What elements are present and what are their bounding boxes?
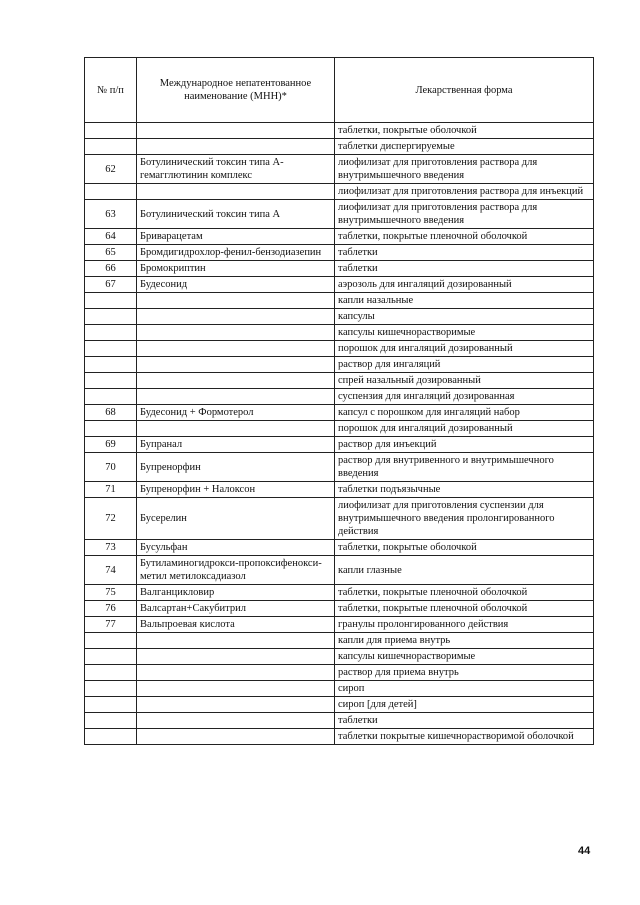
table-row bbox=[85, 229, 594, 245]
row-inn-cell bbox=[137, 341, 335, 357]
row-inn-cell bbox=[137, 293, 335, 309]
row-number-cell: 76 bbox=[85, 601, 137, 617]
row-inn-cell bbox=[137, 184, 335, 200]
row-number-cell: 66 bbox=[85, 261, 137, 277]
row-dosage-form-cell: таблетки bbox=[335, 245, 594, 261]
table-header-row bbox=[85, 58, 594, 123]
table-row bbox=[85, 309, 594, 325]
row-inn-cell bbox=[137, 633, 335, 649]
row-number-cell bbox=[85, 389, 137, 405]
row-number-cell bbox=[85, 633, 137, 649]
row-dosage-form-cell: таблетки, покрытые пленочной оболочкой bbox=[335, 601, 594, 617]
table-row bbox=[85, 729, 594, 745]
table-row bbox=[85, 325, 594, 341]
row-number-cell bbox=[85, 421, 137, 437]
row-dosage-form-cell: капсулы кишечнорастворимые bbox=[335, 325, 594, 341]
row-number-cell bbox=[85, 139, 137, 155]
row-dosage-form-cell: таблетки, покрытые пленочной оболочкой bbox=[335, 585, 594, 601]
row-dosage-form-cell: капли для приема внутрь bbox=[335, 633, 594, 649]
row-inn-cell: Бутиламиногидрокси-пропоксифенокси-метил метилоксадиазол bbox=[137, 556, 335, 585]
table-row bbox=[85, 139, 594, 155]
row-dosage-form-cell: капсул с порошком для ингаляций набор bbox=[335, 405, 594, 421]
row-inn-cell: Будесонид bbox=[137, 277, 335, 293]
row-number-cell bbox=[85, 665, 137, 681]
row-dosage-form-cell: таблетки диспергируемые bbox=[335, 139, 594, 155]
table-row bbox=[85, 293, 594, 309]
row-dosage-form-cell: капли глазные bbox=[335, 556, 594, 585]
header-inn: Международное непатентованное наименование (МНН)* bbox=[137, 58, 335, 123]
table-row bbox=[85, 649, 594, 665]
row-dosage-form-cell: спрей назальный дозированный bbox=[335, 373, 594, 389]
table-row bbox=[85, 482, 594, 498]
row-dosage-form-cell: сироп bbox=[335, 681, 594, 697]
medicines-table bbox=[84, 57, 594, 745]
row-inn-cell bbox=[137, 649, 335, 665]
table-row bbox=[85, 373, 594, 389]
row-inn-cell: Бромдигидрохлор-фенил-бензодиазепин bbox=[137, 245, 335, 261]
table-row bbox=[85, 601, 594, 617]
table-row bbox=[85, 437, 594, 453]
row-inn-cell: Ботулинический токсин типа А-гемагглютинин комплекс bbox=[137, 155, 335, 184]
row-inn-cell bbox=[137, 665, 335, 681]
row-dosage-form-cell: капли назальные bbox=[335, 293, 594, 309]
table-row bbox=[85, 200, 594, 229]
row-number-cell: 72 bbox=[85, 498, 137, 540]
header-dosage-form: Лекарственная форма bbox=[335, 58, 594, 123]
row-inn-cell: Бусерелин bbox=[137, 498, 335, 540]
table-row bbox=[85, 556, 594, 585]
row-number-cell bbox=[85, 729, 137, 745]
table-body bbox=[85, 123, 594, 745]
table-row bbox=[85, 617, 594, 633]
row-number-cell bbox=[85, 357, 137, 373]
row-number-cell: 69 bbox=[85, 437, 137, 453]
table-row bbox=[85, 681, 594, 697]
row-dosage-form-cell: лиофилизат для приготовления раствора для внутримышечного введения bbox=[335, 200, 594, 229]
table-row bbox=[85, 277, 594, 293]
row-inn-cell bbox=[137, 357, 335, 373]
row-inn-cell bbox=[137, 373, 335, 389]
row-inn-cell bbox=[137, 421, 335, 437]
row-dosage-form-cell: таблетки bbox=[335, 261, 594, 277]
row-inn-cell bbox=[137, 681, 335, 697]
row-inn-cell bbox=[137, 713, 335, 729]
row-dosage-form-cell: раствор для внутривенного и внутримышечного введения bbox=[335, 453, 594, 482]
row-inn-cell: Валсартан+Сакубитрил bbox=[137, 601, 335, 617]
row-inn-cell: Вальпроевая кислота bbox=[137, 617, 335, 633]
row-dosage-form-cell: таблетки, покрытые оболочкой bbox=[335, 540, 594, 556]
row-inn-cell: Бупренорфин bbox=[137, 453, 335, 482]
page-number: 44 bbox=[578, 845, 591, 857]
row-dosage-form-cell: аэрозоль для ингаляций дозированный bbox=[335, 277, 594, 293]
row-dosage-form-cell: таблетки подъязычные bbox=[335, 482, 594, 498]
row-inn-cell: Ботулинический токсин типа А bbox=[137, 200, 335, 229]
row-inn-cell bbox=[137, 729, 335, 745]
row-inn-cell: Бупранал bbox=[137, 437, 335, 453]
table-row bbox=[85, 585, 594, 601]
row-inn-cell bbox=[137, 139, 335, 155]
row-dosage-form-cell: раствор для приема внутрь bbox=[335, 665, 594, 681]
row-dosage-form-cell: лиофилизат для приготовления раствора для внутримышечного введения bbox=[335, 155, 594, 184]
row-number-cell bbox=[85, 681, 137, 697]
table-row bbox=[85, 697, 594, 713]
row-inn-cell bbox=[137, 123, 335, 139]
row-inn-cell: Бупренорфин + Налоксон bbox=[137, 482, 335, 498]
row-inn-cell: Бромокриптин bbox=[137, 261, 335, 277]
table-row bbox=[85, 357, 594, 373]
row-dosage-form-cell: лиофилизат для приготовления раствора для инъекций bbox=[335, 184, 594, 200]
table-row bbox=[85, 498, 594, 540]
row-dosage-form-cell: лиофилизат для приготовления суспензии для внутримышечного введения пролонгированного действия bbox=[335, 498, 594, 540]
row-number-cell bbox=[85, 649, 137, 665]
row-number-cell bbox=[85, 123, 137, 139]
row-number-cell bbox=[85, 325, 137, 341]
table-row bbox=[85, 123, 594, 139]
row-dosage-form-cell: таблетки, покрытые пленочной оболочкой bbox=[335, 229, 594, 245]
row-dosage-form-cell: капсулы bbox=[335, 309, 594, 325]
row-number-cell bbox=[85, 373, 137, 389]
table-row bbox=[85, 421, 594, 437]
row-number-cell: 77 bbox=[85, 617, 137, 633]
table-row bbox=[85, 453, 594, 482]
row-number-cell: 65 bbox=[85, 245, 137, 261]
row-number-cell: 73 bbox=[85, 540, 137, 556]
row-number-cell bbox=[85, 184, 137, 200]
row-number-cell bbox=[85, 341, 137, 357]
table-row bbox=[85, 540, 594, 556]
row-inn-cell: Валганцикловир bbox=[137, 585, 335, 601]
row-dosage-form-cell: таблетки покрытые кишечнорастворимой оболочкой bbox=[335, 729, 594, 745]
row-number-cell bbox=[85, 713, 137, 729]
table-row bbox=[85, 245, 594, 261]
row-inn-cell: Бусульфан bbox=[137, 540, 335, 556]
row-inn-cell bbox=[137, 325, 335, 341]
row-dosage-form-cell: раствор для ингаляций bbox=[335, 357, 594, 373]
header-number: № п/п bbox=[85, 58, 137, 123]
row-number-cell: 74 bbox=[85, 556, 137, 585]
table-row bbox=[85, 713, 594, 729]
row-dosage-form-cell: суспензия для ингаляций дозированная bbox=[335, 389, 594, 405]
row-inn-cell bbox=[137, 389, 335, 405]
table-row bbox=[85, 665, 594, 681]
row-inn-cell bbox=[137, 309, 335, 325]
table-row bbox=[85, 389, 594, 405]
table-row bbox=[85, 633, 594, 649]
table-row bbox=[85, 155, 594, 184]
row-inn-cell: Будесонид + Формотерол bbox=[137, 405, 335, 421]
row-dosage-form-cell: сироп [для детей] bbox=[335, 697, 594, 713]
row-dosage-form-cell: порошок для ингаляций дозированный bbox=[335, 341, 594, 357]
row-number-cell: 75 bbox=[85, 585, 137, 601]
row-dosage-form-cell: гранулы пролонгированного действия bbox=[335, 617, 594, 633]
table-row bbox=[85, 341, 594, 357]
row-inn-cell bbox=[137, 697, 335, 713]
row-number-cell bbox=[85, 697, 137, 713]
row-dosage-form-cell: таблетки, покрытые оболочкой bbox=[335, 123, 594, 139]
row-number-cell bbox=[85, 293, 137, 309]
row-number-cell: 70 bbox=[85, 453, 137, 482]
row-dosage-form-cell: раствор для инъекций bbox=[335, 437, 594, 453]
table-row bbox=[85, 405, 594, 421]
row-dosage-form-cell: капсулы кишечнорастворимые bbox=[335, 649, 594, 665]
row-number-cell: 68 bbox=[85, 405, 137, 421]
row-dosage-form-cell: таблетки bbox=[335, 713, 594, 729]
row-number-cell: 71 bbox=[85, 482, 137, 498]
table-row bbox=[85, 184, 594, 200]
row-number-cell: 64 bbox=[85, 229, 137, 245]
row-number-cell: 62 bbox=[85, 155, 137, 184]
row-inn-cell: Бриварацетам bbox=[137, 229, 335, 245]
row-number-cell: 67 bbox=[85, 277, 137, 293]
table-row bbox=[85, 261, 594, 277]
row-number-cell bbox=[85, 309, 137, 325]
row-dosage-form-cell: порошок для ингаляций дозированный bbox=[335, 421, 594, 437]
row-number-cell: 63 bbox=[85, 200, 137, 229]
